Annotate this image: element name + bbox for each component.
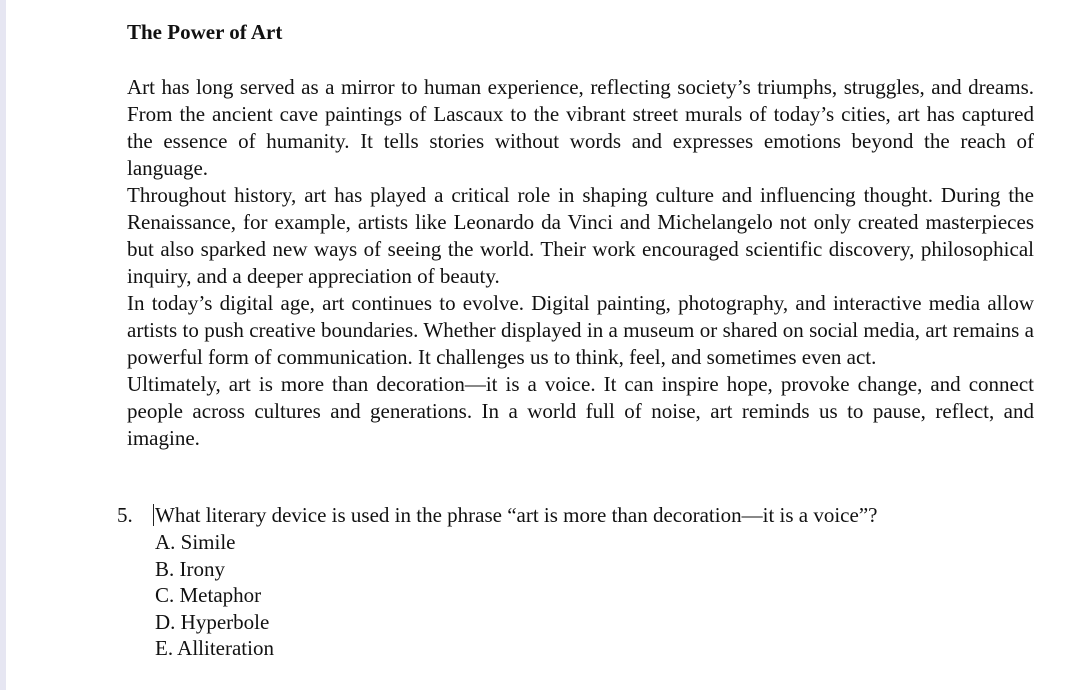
question-number: 5.	[117, 503, 133, 527]
passage-paragraph-4: Ultimately, art is more than decoration—it is a voice. It can inspire hope, provoke change, and connect people across cultures and generations. In a world full of noise, art reminds us to pause, reflect, and imagine.	[127, 372, 1034, 450]
question-block	[117, 502, 1057, 662]
choice-c: C. Metaphor	[155, 583, 262, 607]
question-text-wrap[interactable]	[153, 502, 877, 529]
choice-a: A. Simile	[155, 530, 236, 554]
text-cursor	[153, 504, 154, 526]
passage-paragraph-1: Art has long served as a mirror to human experience, reflecting society’s triumphs, struggles, and dreams. From the ancient cave paintings of Lascaux to the vibrant street murals of today’s cities, art has captured the essence of humanity. It tells stories without words and expresses emotions beyond the reach of language.	[127, 75, 1034, 180]
choice-e: E. Alliteration	[155, 636, 274, 660]
choice-d: D. Hyperbole	[155, 609, 270, 634]
question-text: What literary device is used in the phrase “art is more than decoration—it is a voice”?	[155, 503, 878, 527]
passage-paragraph-3: In today’s digital age, art continues to evolve. Digital painting, photography, and interactive media allow artists to push creative boundaries. Whether displayed in a museum or shared on social media, art remains a powerful form of communication. It challenges us to think, feel, and sometimes even act.	[127, 291, 1034, 369]
passage	[127, 74, 1034, 452]
passage-paragraph-2: Throughout history, art has played a critical role in shaping culture and influencing thought. During the Renaissance, for example, artists like Leonardo da Vinci and Michelangelo not only created masterpieces but also sparked new ways of seeing the world. Their work encouraged scientific discovery, philosophical inquiry, and a deeper appreciation of beauty.	[127, 183, 1034, 288]
document-title: The Power of Art	[127, 20, 283, 44]
answer-choices	[117, 529, 1057, 662]
choice-b: B. Irony	[155, 556, 225, 581]
question-line	[117, 502, 1057, 529]
